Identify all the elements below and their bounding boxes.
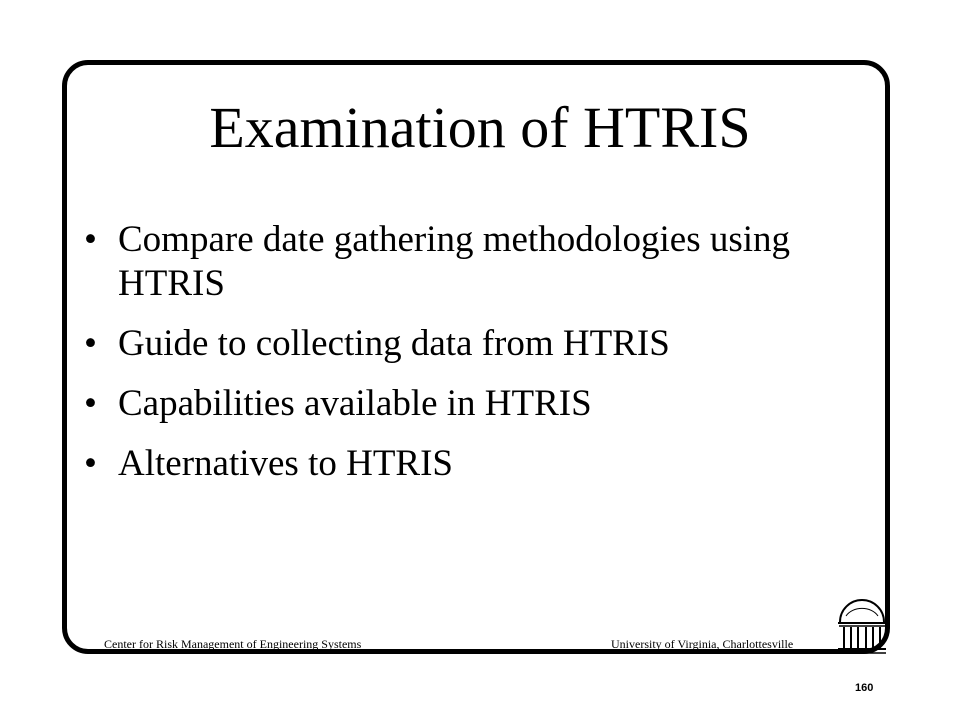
bullet-icon: • <box>84 383 97 424</box>
bullet-text: Alternatives to HTRIS <box>118 443 454 484</box>
bullet-icon: • <box>84 323 97 364</box>
bullet-icon: • <box>84 443 97 484</box>
list-item <box>84 442 824 486</box>
slide-title: Examination of HTRIS <box>209 95 751 160</box>
bullet-text: Guide to collecting data from HTRIS <box>118 323 670 364</box>
bullet-text: Compare date gathering methodologies using HTRIS <box>118 219 791 304</box>
bullet-text: Capabilities available in HTRIS <box>118 383 592 424</box>
bullet-icon: • <box>84 219 97 260</box>
list-item <box>84 322 824 366</box>
bullet-list <box>84 218 824 502</box>
footer-left-text: Center for Risk Management of Engineering Systems <box>104 637 362 651</box>
footer-right-text: University of Virginia, Charlottesville <box>611 637 794 651</box>
list-item <box>84 218 824 306</box>
rotunda-logo-icon <box>836 596 888 654</box>
page-number: 160 <box>855 682 874 694</box>
list-item <box>84 382 824 426</box>
